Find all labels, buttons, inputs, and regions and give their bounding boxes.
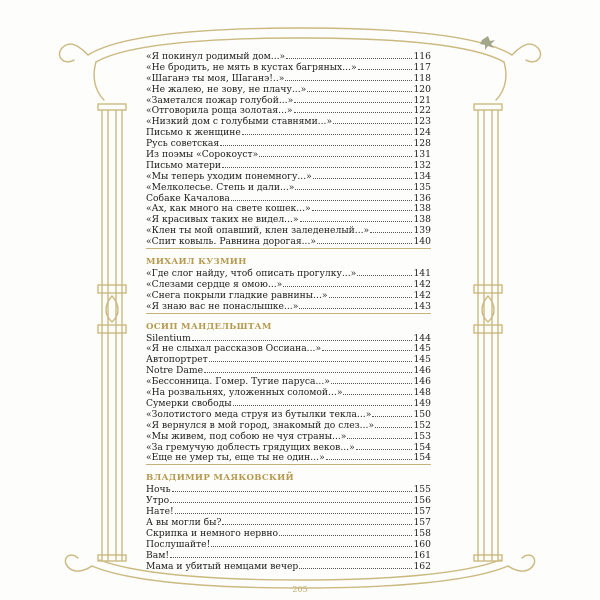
dot-leader xyxy=(192,332,412,341)
toc-entry-page: 161 xyxy=(413,549,431,561)
toc-entry xyxy=(146,126,431,137)
toc-entry xyxy=(146,224,431,235)
toc-entry-page: 156 xyxy=(413,495,431,507)
toc-entry-page: 146 xyxy=(413,365,431,377)
toc-entry-page: 132 xyxy=(413,159,431,171)
toc-entry-title: «Не бродить, не мять в кустах багряных...» xyxy=(146,61,357,73)
dot-leader xyxy=(172,483,412,492)
toc-entry-title: «Золотистого меда струя из бутылки текла...» xyxy=(146,408,372,420)
dot-leader xyxy=(211,538,412,547)
toc-entry-page: 141 xyxy=(413,268,431,280)
dot-leader xyxy=(333,115,412,124)
toc-entry-title: Скрипка и немного нервно xyxy=(146,527,278,539)
toc-entry-page: 162 xyxy=(413,560,431,572)
toc-entry-title: Notre Dame xyxy=(146,365,204,377)
dot-leader xyxy=(326,451,412,460)
dot-leader xyxy=(372,408,412,417)
toc-entry-title: Собаке Качалова xyxy=(146,192,230,204)
section-divider xyxy=(146,313,431,314)
toc-entry-title: «Еще не умер ты, еще ты не один...» xyxy=(146,452,325,464)
toc-entry xyxy=(146,83,431,94)
toc-entry xyxy=(146,115,431,126)
toc-entry xyxy=(146,61,431,72)
toc-entry-page: 140 xyxy=(413,236,431,248)
toc-entry-page: 155 xyxy=(413,484,431,496)
toc-entry xyxy=(146,235,431,246)
toc-entry xyxy=(146,104,431,115)
toc-entry xyxy=(146,267,431,278)
toc-entry-title: «Слезами сердце я омою...» xyxy=(146,278,283,290)
toc-entry-page: 131 xyxy=(413,149,431,161)
toc-entry xyxy=(146,289,431,300)
toc-entry xyxy=(146,278,431,289)
toc-entry-title: Ночь xyxy=(146,484,171,496)
toc-entry-page: 148 xyxy=(413,387,431,399)
dot-leader xyxy=(329,289,413,298)
dot-leader xyxy=(322,342,412,351)
toc-entry-title: «Отговорила роща золотая...» xyxy=(146,105,293,117)
toc-entry xyxy=(146,202,431,213)
toc-entry-title: Сумерки свободы xyxy=(146,397,232,409)
toc-entry xyxy=(146,342,431,353)
toc-entry xyxy=(146,170,431,181)
toc-entry xyxy=(146,375,431,386)
toc-entry-title: Silentium xyxy=(146,332,191,344)
toc-entry-title: «Бессонница. Гомер. Тугие паруса...» xyxy=(146,376,330,388)
dot-leader xyxy=(347,430,412,439)
section-divider xyxy=(146,248,431,249)
toc-entry-title: «Клен ты мой опавший, клен заледенелый...» xyxy=(146,225,370,237)
dot-leader xyxy=(170,494,412,503)
toc-entry-title: «Низкий дом с голубыми ставнями...» xyxy=(146,116,333,128)
toc-entry-page: 157 xyxy=(413,516,431,528)
toc-entry-page: 122 xyxy=(413,105,431,117)
toc-entry-page: 134 xyxy=(413,170,431,182)
toc-entry xyxy=(146,300,431,311)
toc-entry-title: Из поэмы «Сорокоуст» xyxy=(146,149,259,161)
toc-entry xyxy=(146,441,431,452)
dot-leader xyxy=(370,224,412,233)
toc-entry-title: Письмо к женщине xyxy=(146,127,241,139)
toc-entry-page: 145 xyxy=(413,343,431,355)
toc-entry xyxy=(146,527,431,538)
toc-entry xyxy=(146,159,431,170)
toc-entry-title: Утро xyxy=(146,495,170,507)
toc-entry-page: 135 xyxy=(413,181,431,193)
dot-leader xyxy=(204,364,412,373)
toc-entry-page: 118 xyxy=(413,72,431,84)
toc-entry-title: «Я красивых таких не видел...» xyxy=(146,214,299,226)
dot-leader xyxy=(299,300,412,309)
toc-entry xyxy=(146,560,431,571)
toc-entry xyxy=(146,419,431,430)
dot-leader xyxy=(312,202,412,211)
dot-leader xyxy=(294,104,412,113)
toc-entry-page: 144 xyxy=(413,332,431,344)
toc-entry-title: «Мелколесье. Степь и дали...» xyxy=(146,181,295,193)
toc-entry-title: Мама и убитый немцами вечер xyxy=(146,560,299,572)
toc-entry-page: 157 xyxy=(413,506,431,518)
toc-entry-title: «Мы живем, под собою не чуя страны...» xyxy=(146,430,347,442)
dot-leader xyxy=(242,126,412,135)
toc-entry-page: 149 xyxy=(413,397,431,409)
dot-leader xyxy=(279,527,412,536)
toc-entry-page: 153 xyxy=(413,430,431,442)
toc-entry-title: Послушайте! xyxy=(146,538,211,550)
toc-entry-page: 128 xyxy=(413,138,431,150)
toc-entry xyxy=(146,353,431,364)
toc-entry-title: Автопортрет xyxy=(146,354,208,366)
author-heading: ВЛАДИМИР МАЯКОВСКИЙ xyxy=(146,473,294,484)
toc-entry-title: «Я знаю вас не понаслышке...» xyxy=(146,300,299,312)
toc-entry-page: 139 xyxy=(413,225,431,237)
toc-entry-page: 158 xyxy=(413,527,431,539)
toc-entry-page: 116 xyxy=(413,51,431,62)
toc-entry-title: «Ах, как много на свете кошек...» xyxy=(146,203,311,215)
toc-entry xyxy=(146,505,431,516)
page-number-folio: 205 xyxy=(292,585,308,594)
toc-entry xyxy=(146,213,431,224)
dot-leader xyxy=(170,549,412,558)
dot-leader xyxy=(313,170,412,179)
dot-leader xyxy=(220,137,412,146)
toc-entry-page: 138 xyxy=(413,203,431,215)
toc-entry-title: Письмо матери xyxy=(146,159,222,171)
toc-entry-page: 152 xyxy=(413,419,431,431)
toc-entry xyxy=(146,148,431,159)
toc-entry xyxy=(146,516,431,527)
dot-leader xyxy=(358,61,412,70)
toc-entry-page: 121 xyxy=(413,94,431,106)
toc-entry-title: «Спит ковыль. Равнина дорогая...» xyxy=(146,236,317,248)
author-heading: ОСИП МАНДЕЛЬШТАМ xyxy=(146,321,272,332)
toc-entry xyxy=(146,386,431,397)
dot-leader xyxy=(375,419,412,428)
toc-entry-page: 120 xyxy=(413,83,431,95)
dot-leader xyxy=(259,148,412,157)
toc-entry xyxy=(146,50,431,61)
toc-entry xyxy=(146,538,431,549)
table-of-contents xyxy=(146,50,431,570)
toc-entry-title: «Не жалею, не зову, не плачу...» xyxy=(146,83,307,95)
toc-entry-page: 154 xyxy=(413,452,431,464)
toc-entry-page: 124 xyxy=(413,127,431,139)
toc-entry xyxy=(146,483,431,494)
toc-entry-title: «Я не слыхал рассказов Оссиана...» xyxy=(146,343,322,355)
toc-entry-title: «Снега покрыли гладкие равнины...» xyxy=(146,289,328,301)
toc-entry xyxy=(146,364,431,375)
toc-entry-page: 154 xyxy=(413,441,431,453)
toc-entry xyxy=(146,494,431,505)
toc-entry-page: 143 xyxy=(413,300,431,312)
author-heading: МИХАИЛ КУЗМИН xyxy=(146,257,247,268)
dot-leader xyxy=(307,83,412,92)
toc-entry-page: 138 xyxy=(413,214,431,226)
toc-entry-title: «Я покинул родимый дом...» xyxy=(146,51,286,62)
dot-leader xyxy=(356,441,412,450)
dot-leader xyxy=(300,213,412,222)
toc-entry xyxy=(146,408,431,419)
toc-entry xyxy=(146,549,431,560)
toc-entry xyxy=(146,192,431,203)
toc-entry xyxy=(146,94,431,105)
toc-entry xyxy=(146,72,431,83)
dot-leader xyxy=(283,278,412,287)
section-divider xyxy=(146,464,431,465)
dot-leader xyxy=(331,375,412,384)
dot-leader xyxy=(343,386,412,395)
dot-leader xyxy=(285,72,412,81)
toc-entry xyxy=(146,397,431,408)
toc-entry-title: «За гремучую доблесть грядущих веков...» xyxy=(146,441,355,453)
toc-entry-page: 150 xyxy=(413,408,431,420)
dot-leader xyxy=(299,560,412,569)
toc-entry-title: «На розвальнях, уложенных соломой...» xyxy=(146,387,343,399)
dot-leader xyxy=(357,267,412,276)
toc-entry-page: 142 xyxy=(413,289,431,301)
toc-entry-page: 136 xyxy=(413,192,431,204)
dot-leader xyxy=(286,50,412,59)
toc-entry-page: 146 xyxy=(413,376,431,388)
ornament-icon xyxy=(480,36,495,50)
toc-entry-title: «Заметался пожар голубой...» xyxy=(146,94,294,106)
toc-entry-title: Вам! xyxy=(146,549,170,561)
dot-leader xyxy=(231,192,412,201)
dot-leader xyxy=(233,397,412,406)
toc-entry-page: 145 xyxy=(413,354,431,366)
toc-entry xyxy=(146,181,431,192)
dot-leader xyxy=(294,94,412,103)
toc-entry-title: «Я вернулся в мой город, знакомый до слез...» xyxy=(146,419,375,431)
dot-leader xyxy=(209,353,412,362)
dot-leader xyxy=(295,181,412,190)
toc-entry xyxy=(146,430,431,441)
toc-entry-title: «Где слог найду, чтоб описать прогулку...» xyxy=(146,268,357,280)
toc-entry-title: «Мы теперь уходим понемногу...» xyxy=(146,170,312,182)
toc-entry-title: Нате! xyxy=(146,506,174,518)
toc-entry-page: 160 xyxy=(413,538,431,550)
dot-leader xyxy=(175,505,412,514)
toc-entry-page: 142 xyxy=(413,278,431,290)
toc-entry-title: Русь советская xyxy=(146,138,220,150)
toc-entry xyxy=(146,451,431,462)
dot-leader xyxy=(222,159,412,168)
dot-leader xyxy=(222,516,412,525)
toc-entry-title: «Шаганэ ты моя, Шаганэ!..» xyxy=(146,72,285,84)
dot-leader xyxy=(317,235,412,244)
toc-entry xyxy=(146,332,431,343)
toc-entry-page: 123 xyxy=(413,116,431,128)
toc-entry xyxy=(146,137,431,148)
toc-entry-title: А вы могли бы? xyxy=(146,516,222,528)
toc-entry-page: 117 xyxy=(413,61,431,73)
